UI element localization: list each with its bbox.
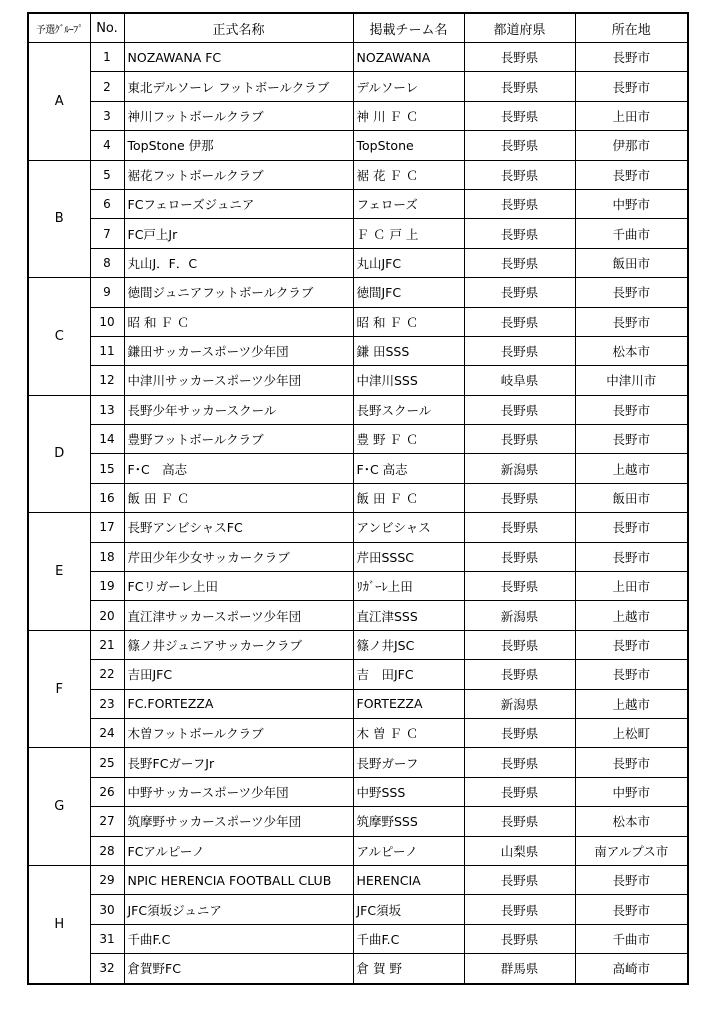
- official-name: 豊野フットボールクラブ: [124, 425, 353, 454]
- prefecture: 長野県: [464, 542, 575, 571]
- city: 長野市: [575, 72, 688, 101]
- prefecture: 長野県: [464, 895, 575, 924]
- table-row: [28, 72, 688, 101]
- team-number: 1: [90, 43, 124, 72]
- table-row: [28, 748, 688, 777]
- team-number: 9: [90, 278, 124, 307]
- team-number: 12: [90, 366, 124, 395]
- table-row: [28, 336, 688, 365]
- official-name: 裾花フットボールクラブ: [124, 160, 353, 189]
- official-name: NOZAWANA FC: [124, 43, 353, 72]
- team-number: 23: [90, 689, 124, 718]
- header-no: No.: [90, 13, 124, 43]
- official-name: 長野少年サッカースクール: [124, 395, 353, 424]
- listed-team-name: 飯 田 Ｆ Ｃ: [353, 483, 464, 512]
- official-name: 東北デルソーレ フットボールクラブ: [124, 72, 353, 101]
- official-name: TopStone 伊那: [124, 131, 353, 160]
- official-name: 長野FCガーフJr: [124, 748, 353, 777]
- header-prefecture: 都道府県: [464, 13, 575, 43]
- table-row: [28, 248, 688, 277]
- listed-team-name: 芹田SSSC: [353, 542, 464, 571]
- listed-team-name: 筑摩野SSS: [353, 807, 464, 836]
- official-name: 倉賀野FC: [124, 954, 353, 984]
- team-number: 4: [90, 131, 124, 160]
- team-number: 28: [90, 836, 124, 865]
- official-name: 徳間ジュニアフットボールクラブ: [124, 278, 353, 307]
- table-row: [28, 219, 688, 248]
- prefecture: 長野県: [464, 748, 575, 777]
- group-label: B: [28, 160, 90, 278]
- official-name: 千曲F.C: [124, 924, 353, 953]
- city: 千曲市: [575, 219, 688, 248]
- team-number: 10: [90, 307, 124, 336]
- city: 長野市: [575, 307, 688, 336]
- listed-team-name: 豊 野 Ｆ Ｃ: [353, 425, 464, 454]
- team-number: 27: [90, 807, 124, 836]
- official-name: 吉田JFC: [124, 660, 353, 689]
- table-row: [28, 278, 688, 307]
- official-name: 中野サッカースポーツ少年団: [124, 777, 353, 806]
- prefecture: 長野県: [464, 160, 575, 189]
- team-number: 25: [90, 748, 124, 777]
- team-number: 5: [90, 160, 124, 189]
- city: 中野市: [575, 777, 688, 806]
- table-row: [28, 513, 688, 542]
- table-row: [28, 189, 688, 218]
- official-name: FCアルピーノ: [124, 836, 353, 865]
- city: 長野市: [575, 43, 688, 72]
- prefecture: 長野県: [464, 101, 575, 130]
- official-name: FCリガーレ上田: [124, 572, 353, 601]
- city: 長野市: [575, 748, 688, 777]
- city: 上越市: [575, 689, 688, 718]
- prefecture: 新潟県: [464, 601, 575, 630]
- team-number: 18: [90, 542, 124, 571]
- prefecture: 長野県: [464, 425, 575, 454]
- listed-team-name: 吉 田JFC: [353, 660, 464, 689]
- listed-team-name: 裾 花 Ｆ Ｃ: [353, 160, 464, 189]
- prefecture: 長野県: [464, 43, 575, 72]
- listed-team-name: JFC須坂: [353, 895, 464, 924]
- prefecture: 長野県: [464, 336, 575, 365]
- official-name: 飯 田 Ｆ Ｃ: [124, 483, 353, 512]
- team-number: 21: [90, 630, 124, 659]
- prefecture: 長野県: [464, 72, 575, 101]
- listed-team-name: Ｆ Ｃ 戸 上: [353, 219, 464, 248]
- city: 伊那市: [575, 131, 688, 160]
- team-number: 19: [90, 572, 124, 601]
- listed-team-name: 中野SSS: [353, 777, 464, 806]
- city: 長野市: [575, 160, 688, 189]
- table-row: [28, 807, 688, 836]
- listed-team-name: 倉 賀 野: [353, 954, 464, 984]
- team-roster-table: [27, 12, 689, 985]
- header-group: 予選ｸﾞﾙｰﾌﾟ: [28, 13, 90, 43]
- listed-team-name: 直江津SSS: [353, 601, 464, 630]
- city: 高崎市: [575, 954, 688, 984]
- listed-team-name: 篠ノ井JSC: [353, 630, 464, 659]
- official-name: 篠ノ井ジュニアサッカークラブ: [124, 630, 353, 659]
- listed-team-name: 昭 和 Ｆ Ｃ: [353, 307, 464, 336]
- team-number: 8: [90, 248, 124, 277]
- official-name: 中津川サッカースポーツ少年団: [124, 366, 353, 395]
- table-body: [28, 43, 688, 984]
- prefecture: 長野県: [464, 572, 575, 601]
- prefecture: 長野県: [464, 513, 575, 542]
- table-row: [28, 689, 688, 718]
- table-row: [28, 483, 688, 512]
- team-number: 6: [90, 189, 124, 218]
- official-name: JFC須坂ジュニア: [124, 895, 353, 924]
- official-name: 芹田少年少女サッカークラブ: [124, 542, 353, 571]
- official-name: 丸山J．F．C: [124, 248, 353, 277]
- team-number: 7: [90, 219, 124, 248]
- prefecture: 長野県: [464, 248, 575, 277]
- city: 長野市: [575, 865, 688, 894]
- group-label: A: [28, 43, 90, 161]
- listed-team-name: 神 川 Ｆ Ｃ: [353, 101, 464, 130]
- table-row: [28, 865, 688, 894]
- table-row: [28, 542, 688, 571]
- city: 中野市: [575, 189, 688, 218]
- city: 長野市: [575, 425, 688, 454]
- team-number: 3: [90, 101, 124, 130]
- listed-team-name: ﾘｶﾞｰﾚ上田: [353, 572, 464, 601]
- team-number: 26: [90, 777, 124, 806]
- team-number: 11: [90, 336, 124, 365]
- listed-team-name: アルピーノ: [353, 836, 464, 865]
- prefecture: 長野県: [464, 865, 575, 894]
- team-number: 32: [90, 954, 124, 984]
- prefecture: 長野県: [464, 630, 575, 659]
- team-number: 13: [90, 395, 124, 424]
- city: 上越市: [575, 601, 688, 630]
- listed-team-name: NOZAWANA: [353, 43, 464, 72]
- city: 長野市: [575, 630, 688, 659]
- team-number: 22: [90, 660, 124, 689]
- table-row: [28, 718, 688, 747]
- team-number: 16: [90, 483, 124, 512]
- header-city: 所在地: [575, 13, 688, 43]
- prefecture: 長野県: [464, 189, 575, 218]
- city: 長野市: [575, 395, 688, 424]
- table-row: [28, 777, 688, 806]
- city: 上田市: [575, 101, 688, 130]
- table-row: [28, 160, 688, 189]
- group-label: F: [28, 630, 90, 748]
- city: 中津川市: [575, 366, 688, 395]
- group-label: D: [28, 395, 90, 513]
- prefecture: 新潟県: [464, 454, 575, 483]
- city: 長野市: [575, 895, 688, 924]
- team-number: 17: [90, 513, 124, 542]
- prefecture: 長野県: [464, 924, 575, 953]
- listed-team-name: 丸山JFC: [353, 248, 464, 277]
- official-name: NPIC HERENCIA FOOTBALL CLUB: [124, 865, 353, 894]
- official-name: 鎌田サッカースポーツ少年団: [124, 336, 353, 365]
- official-name: 木曽フットボールクラブ: [124, 718, 353, 747]
- listed-team-name: 千曲F.C: [353, 924, 464, 953]
- prefecture: 長野県: [464, 395, 575, 424]
- group-label: G: [28, 748, 90, 866]
- city: 長野市: [575, 542, 688, 571]
- official-name: 筑摩野サッカースポーツ少年団: [124, 807, 353, 836]
- group-label: E: [28, 513, 90, 631]
- prefecture: 長野県: [464, 483, 575, 512]
- city: 上松町: [575, 718, 688, 747]
- listed-team-name: 中津川SSS: [353, 366, 464, 395]
- team-number: 2: [90, 72, 124, 101]
- table-row: [28, 630, 688, 659]
- table-row: [28, 366, 688, 395]
- official-name: 神川フットボールクラブ: [124, 101, 353, 130]
- team-number: 20: [90, 601, 124, 630]
- prefecture: 新潟県: [464, 689, 575, 718]
- prefecture: 長野県: [464, 131, 575, 160]
- team-number: 15: [90, 454, 124, 483]
- listed-team-name: 長野スクール: [353, 395, 464, 424]
- listed-team-name: フェローズ: [353, 189, 464, 218]
- table-header: [28, 13, 688, 43]
- listed-team-name: 鎌 田SSS: [353, 336, 464, 365]
- table-row: [28, 924, 688, 953]
- city: 上越市: [575, 454, 688, 483]
- table-row: [28, 131, 688, 160]
- table-row: [28, 43, 688, 72]
- header-official-name: 正式名称: [124, 13, 353, 43]
- prefecture: 長野県: [464, 660, 575, 689]
- table-row: [28, 454, 688, 483]
- prefecture: 岐阜県: [464, 366, 575, 395]
- prefecture: 長野県: [464, 219, 575, 248]
- listed-team-name: FORTEZZA: [353, 689, 464, 718]
- header-row: [28, 13, 688, 43]
- city: 飯田市: [575, 483, 688, 512]
- city: 飯田市: [575, 248, 688, 277]
- table-row: [28, 601, 688, 630]
- table-row: [28, 660, 688, 689]
- official-name: 直江津サッカースポーツ少年団: [124, 601, 353, 630]
- city: 長野市: [575, 278, 688, 307]
- team-number: 30: [90, 895, 124, 924]
- city: 千曲市: [575, 924, 688, 953]
- team-number: 29: [90, 865, 124, 894]
- table-row: [28, 836, 688, 865]
- table-row: [28, 395, 688, 424]
- table-row: [28, 425, 688, 454]
- listed-team-name: 長野ガーフ: [353, 748, 464, 777]
- prefecture: 山梨県: [464, 836, 575, 865]
- header-listed-team-name: 掲載チーム名: [353, 13, 464, 43]
- prefecture: 長野県: [464, 278, 575, 307]
- team-number: 24: [90, 718, 124, 747]
- listed-team-name: 木 曽 Ｆ Ｃ: [353, 718, 464, 747]
- listed-team-name: HERENCIA: [353, 865, 464, 894]
- official-name: F･C 高志: [124, 454, 353, 483]
- listed-team-name: アンビシャス: [353, 513, 464, 542]
- prefecture: 長野県: [464, 807, 575, 836]
- listed-team-name: TopStone: [353, 131, 464, 160]
- prefecture: 長野県: [464, 307, 575, 336]
- group-label: C: [28, 278, 90, 396]
- table-row: [28, 307, 688, 336]
- listed-team-name: F･C 高志: [353, 454, 464, 483]
- city: 長野市: [575, 513, 688, 542]
- prefecture: 群馬県: [464, 954, 575, 984]
- table-row: [28, 954, 688, 984]
- group-label: H: [28, 865, 90, 983]
- city: 長野市: [575, 660, 688, 689]
- city: 松本市: [575, 336, 688, 365]
- official-name: 昭 和 Ｆ Ｃ: [124, 307, 353, 336]
- official-name: FC.FORTEZZA: [124, 689, 353, 718]
- team-number: 31: [90, 924, 124, 953]
- city: 松本市: [575, 807, 688, 836]
- city: 上田市: [575, 572, 688, 601]
- table-row: [28, 895, 688, 924]
- official-name: 長野アンビシャスFC: [124, 513, 353, 542]
- table-row: [28, 101, 688, 130]
- official-name: FC戸上Jr: [124, 219, 353, 248]
- team-number: 14: [90, 425, 124, 454]
- official-name: FCフェローズジュニア: [124, 189, 353, 218]
- table-row: [28, 572, 688, 601]
- city: 南アルプス市: [575, 836, 688, 865]
- prefecture: 長野県: [464, 718, 575, 747]
- listed-team-name: 徳間JFC: [353, 278, 464, 307]
- prefecture: 長野県: [464, 777, 575, 806]
- listed-team-name: デルソーレ: [353, 72, 464, 101]
